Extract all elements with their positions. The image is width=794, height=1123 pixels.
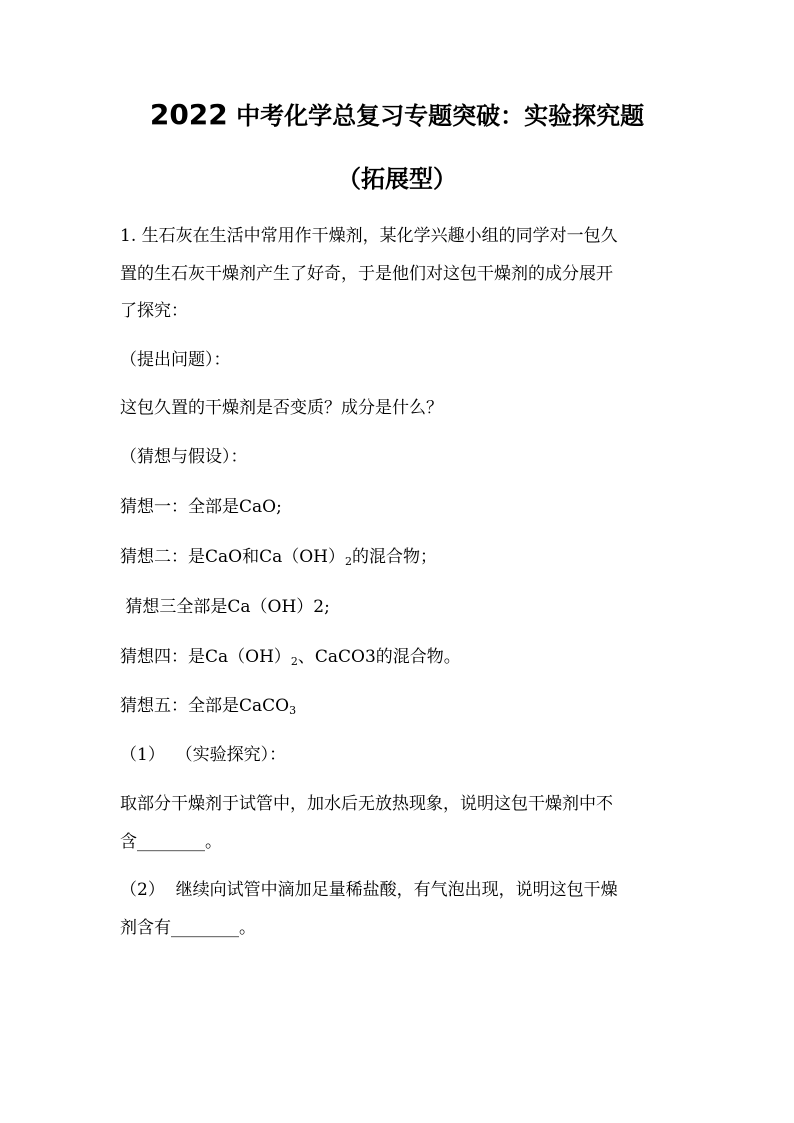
experiment-1-line-2: 含________。: [120, 832, 222, 852]
hypothesis-4-tail: 、CaCO3的混合物。: [297, 647, 461, 667]
experiment-2-line-2: 剂含有________。: [120, 918, 256, 938]
ask-question-text: 这包久置的干燥剂是否变质？成分是什么？: [120, 398, 443, 418]
document-title: [0, 100, 794, 131]
hypothesis-1: 猜想一：全部是CaO;: [120, 497, 282, 517]
experiment-heading: （1） （实验探究）：: [120, 745, 287, 765]
hypothesis-4-subscript: 2: [290, 655, 298, 668]
experiment-2-line-1: （2） 继续向试管中滴加足量稀盐酸，有气泡出现，说明这包干燥: [120, 880, 618, 900]
hypothesis-heading: （猜想与假设）：: [120, 447, 248, 467]
hypothesis-2-text: 猜想二：是CaO和Ca（OH）: [120, 547, 345, 567]
question-1-line-3: 了探究：: [120, 301, 188, 321]
document-subtitle: （拓展型）: [337, 164, 457, 193]
title-year: 2022: [149, 98, 228, 131]
hypothesis-5: [120, 694, 296, 718]
hypothesis-5-subscript: 3: [289, 704, 297, 717]
title-text: 中考化学总复习专题突破：实验探究题: [236, 101, 645, 130]
hypothesis-5-text: 猜想五：全部是CaCO: [120, 696, 290, 716]
ask-question-heading: （提出问题）：: [120, 350, 231, 370]
hypothesis-4: [120, 645, 461, 669]
hypothesis-4-text: 猜想四：是Ca（OH）: [120, 647, 291, 667]
hypothesis-3: 猜想三全部是Ca（OH）2;: [120, 597, 330, 617]
hypothesis-2-tail: 的混合物；: [351, 547, 437, 567]
hypothesis-2-subscript: 2: [344, 555, 352, 568]
question-1-line-1: 1. 生石灰在生活中常用作干燥剂，某化学兴趣小组的同学对一包久: [120, 226, 618, 246]
question-1-line-2: 置的生石灰干燥剂产生了好奇，于是他们对这包干燥剂的成分展开: [120, 264, 613, 284]
hypothesis-2: [120, 545, 437, 569]
experiment-1-line-1: 取部分干燥剂于试管中，加水后无放热现象，说明这包干燥剂中不: [120, 794, 613, 814]
